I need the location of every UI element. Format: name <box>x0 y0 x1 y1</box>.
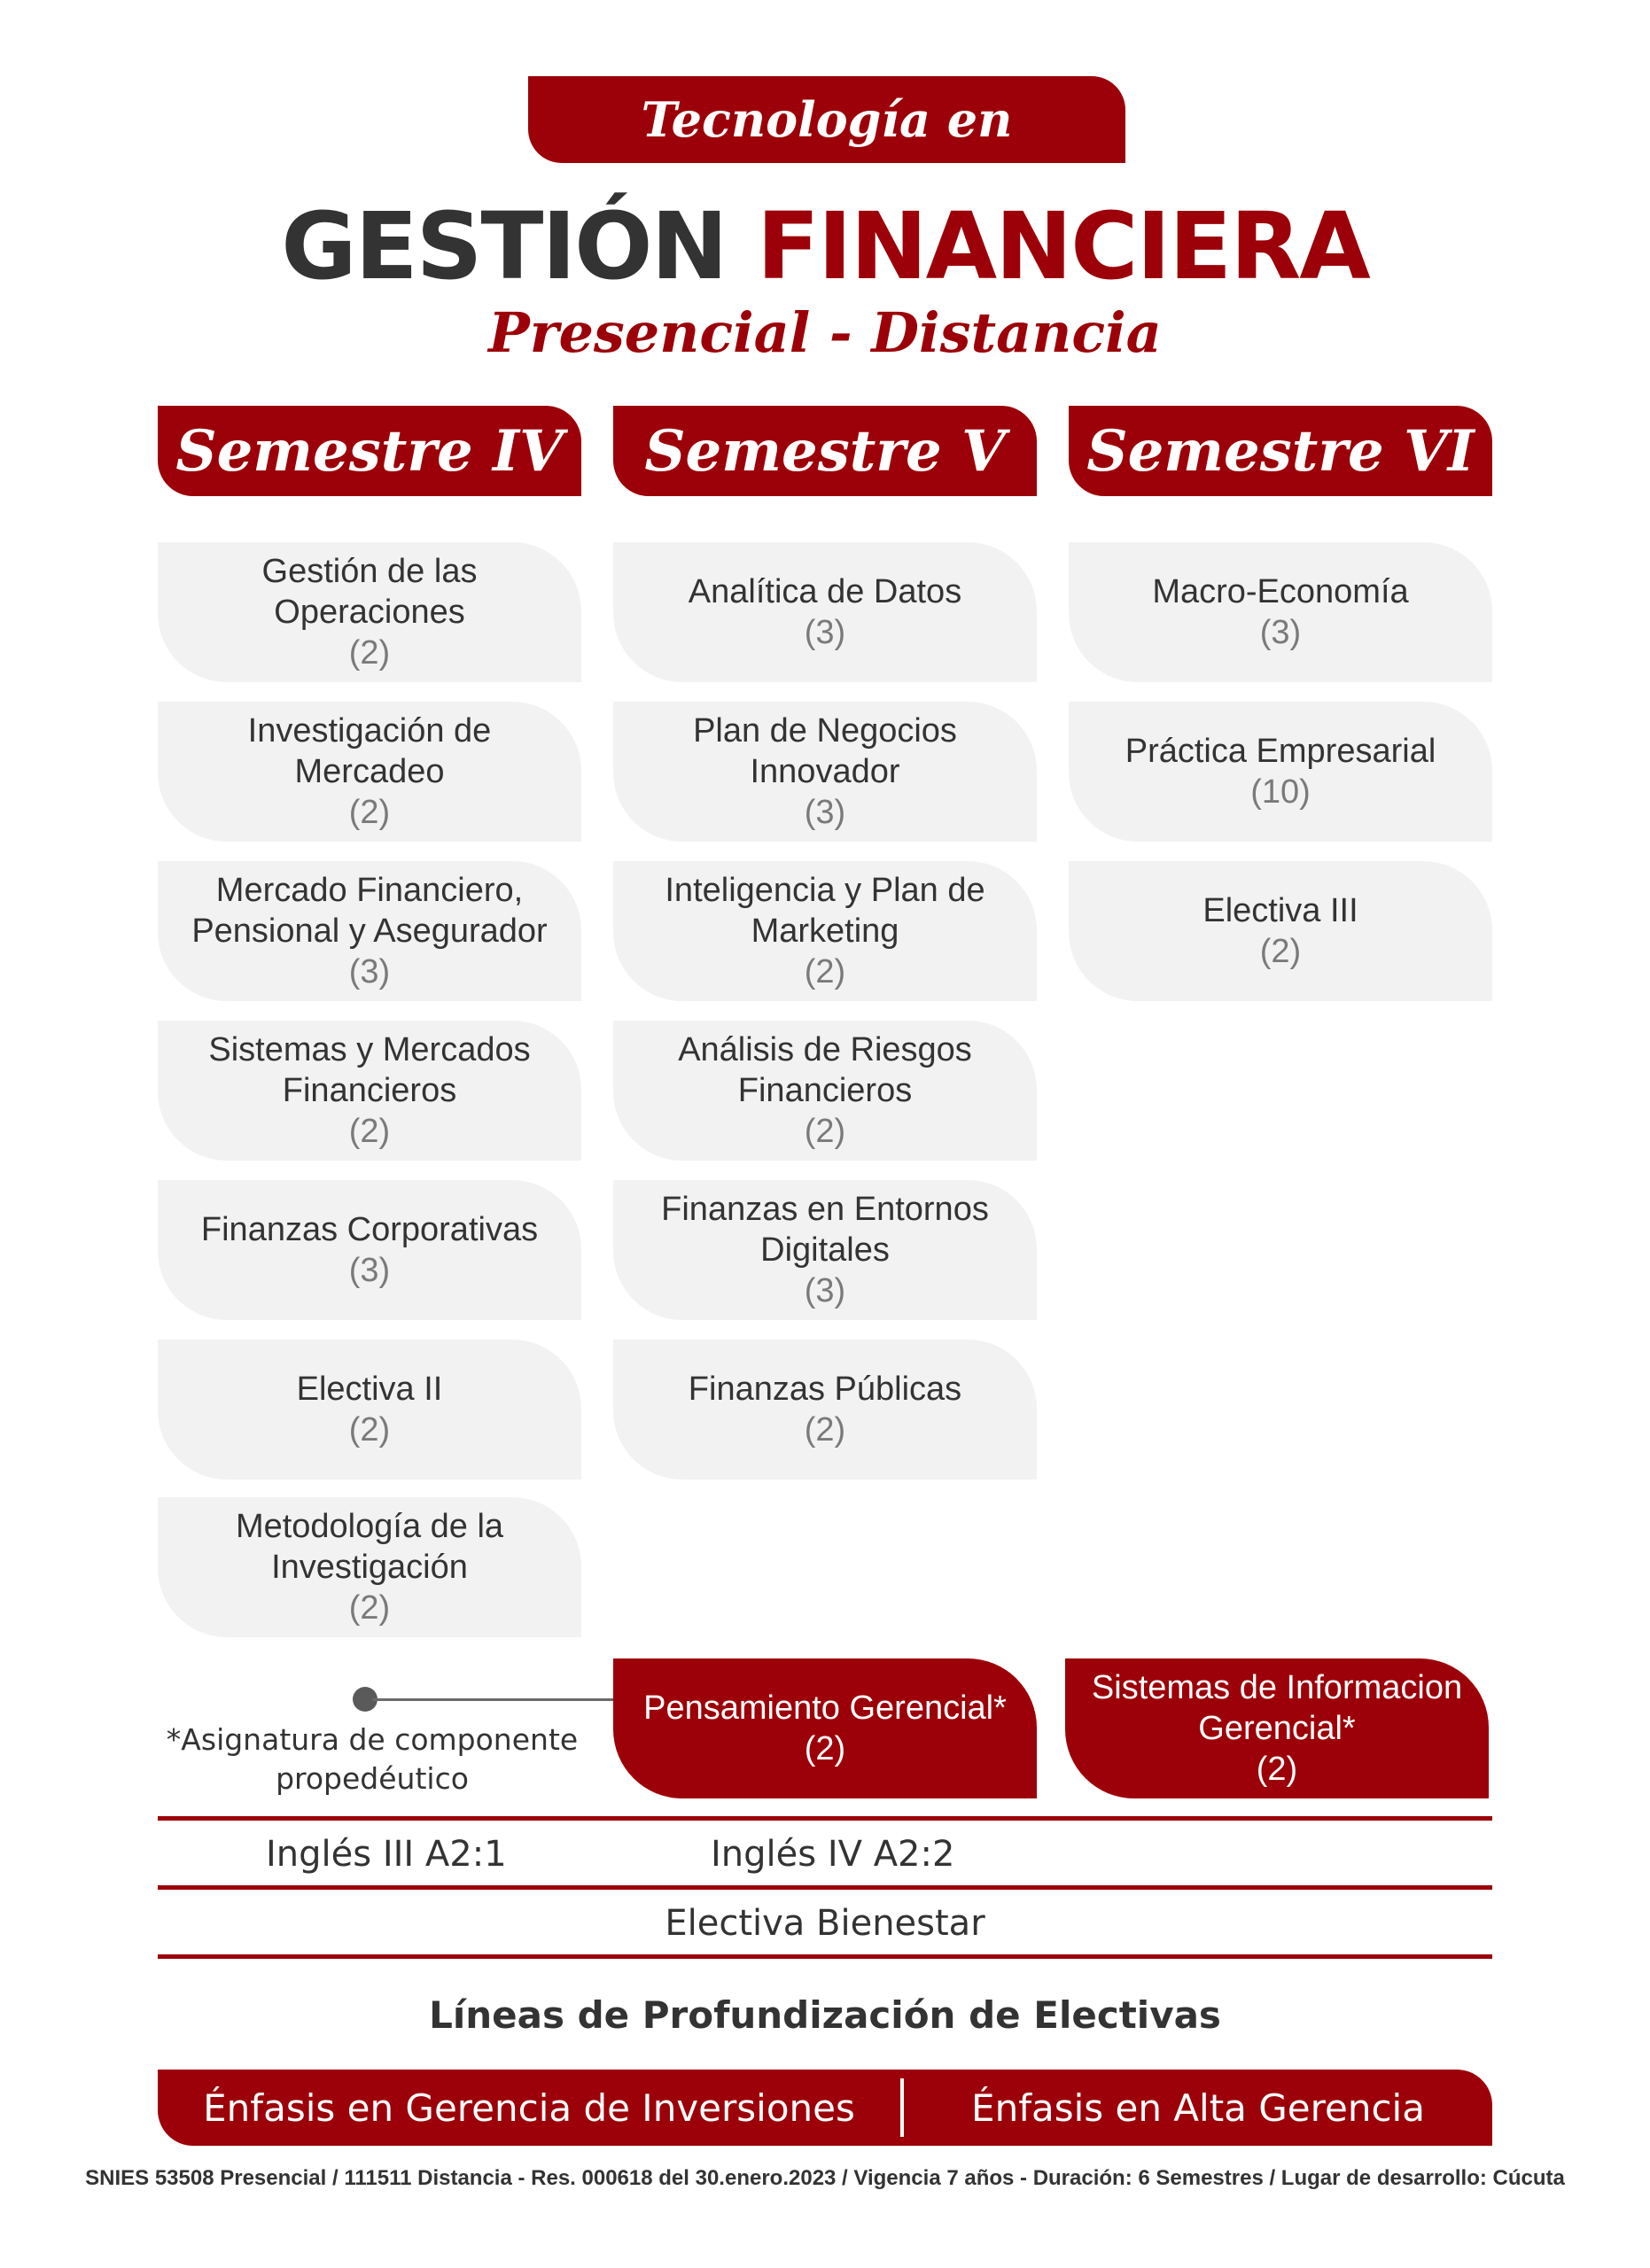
semester-header-vi <box>1069 406 1492 496</box>
wellbeing-elective: Electiva Bienestar <box>665 1903 985 1944</box>
course-card <box>613 702 1037 842</box>
course-name: Analítica de Datos <box>688 573 962 610</box>
propedeutic-course-card <box>613 1658 1037 1798</box>
program-type-banner <box>528 76 1125 163</box>
course-card <box>158 1180 581 1320</box>
course-card <box>613 1180 1037 1320</box>
elective-lines-title: Líneas de Profundización de Electivas <box>429 1993 1221 2037</box>
course-card <box>613 1021 1037 1161</box>
course-card <box>1069 702 1492 842</box>
course-card <box>158 1021 581 1161</box>
course-name: Finanzas Públicas <box>688 1371 962 1408</box>
course-credits: (10) <box>1250 773 1311 811</box>
course-name: Gestión de las Operaciones <box>261 553 478 631</box>
semester-label: Semestre VI <box>1086 417 1475 485</box>
course-card <box>613 542 1037 682</box>
course-name: Electiva III <box>1202 892 1358 929</box>
semester-header-v <box>613 406 1037 496</box>
course-name: Macro-Economía <box>1152 573 1409 610</box>
course-name: Sistemas de Informacion Gerencial* <box>1091 1669 1463 1747</box>
emphasis-senior-management: Énfasis en Alta Gerencia <box>971 2085 1425 2130</box>
title-dark: GESTIÓN <box>281 192 727 300</box>
divider-line <box>158 1816 1492 1821</box>
course-name: Análisis de Riesgos Financieros <box>678 1031 972 1109</box>
connector-line <box>372 1698 616 1701</box>
course-name: Plan de Negocios Innovador <box>693 712 957 790</box>
footer-info: SNIES 53508 Presencial / 111511 Distancia - Res. 000618 del 30.enero.2023 / Vigencia 7 años - Duración: 6 Semestres / Lugar de desarrollo: Cúcuta <box>85 2166 1565 2190</box>
course-credits: (2) <box>348 1411 391 1449</box>
course-name: Práctica Empresarial <box>1125 733 1436 770</box>
course-card <box>1069 542 1492 682</box>
propedeutic-course-card <box>1065 1658 1489 1798</box>
course-credits: (2) <box>804 953 846 990</box>
course-credits: (2) <box>348 634 391 672</box>
course-name: Metodología de la Investigación <box>235 1508 504 1586</box>
semester-header-iv <box>158 406 581 496</box>
course-card <box>158 1340 581 1480</box>
english-level-iii: Inglés III A2:1 <box>266 1834 507 1875</box>
course-credits: (2) <box>348 794 391 831</box>
propedeutic-note: *Asignatura de componente propedéutico <box>166 1722 579 1796</box>
semester-label: Semestre V <box>644 417 1006 485</box>
course-credits: (2) <box>804 1411 846 1449</box>
page-title <box>0 193 1650 299</box>
course-name: Mercado Financiero, Pensional y Asegurador <box>191 872 548 950</box>
course-name: Finanzas Corporativas <box>200 1211 539 1248</box>
course-credits: (3) <box>348 1252 391 1289</box>
course-credits: (2) <box>348 1589 391 1627</box>
course-name: Sistemas y Mercados Financieros <box>208 1031 531 1109</box>
course-credits: (2) <box>1259 933 1302 970</box>
course-credits: (3) <box>1259 614 1302 651</box>
course-credits: (3) <box>804 794 846 831</box>
title-accent: FINANCIERA <box>756 192 1369 300</box>
emphasis-investments: Énfasis en Gerencia de Inversiones <box>203 2085 855 2130</box>
course-name: Finanzas en Entornos Digitales <box>661 1191 989 1269</box>
modality-subtitle: Presencial - Distancia <box>488 300 1162 365</box>
course-card <box>158 702 581 842</box>
program-type-label: Tecnología en <box>641 91 1013 148</box>
course-credits: (2) <box>348 1113 391 1150</box>
course-credits: (2) <box>1256 1751 1298 1788</box>
course-credits: (3) <box>804 1272 846 1309</box>
course-credits: (3) <box>348 953 391 990</box>
elective-lines-bar <box>158 2070 1492 2146</box>
english-level-iv: Inglés IV A2:2 <box>711 1834 955 1875</box>
course-card <box>158 542 581 682</box>
semester-label: Semestre IV <box>175 417 564 485</box>
course-card <box>158 861 581 1001</box>
course-name: Investigación de Mercadeo <box>247 712 492 790</box>
course-credits: (2) <box>804 1113 846 1150</box>
course-card <box>613 861 1037 1001</box>
course-credits: (2) <box>804 1730 846 1767</box>
divider-line <box>158 1954 1492 1959</box>
course-card <box>613 1340 1037 1480</box>
course-credits: (3) <box>804 614 846 651</box>
course-name: Pensamiento Gerencial* <box>643 1689 1007 1727</box>
course-card <box>158 1497 581 1637</box>
divider-line <box>158 1885 1492 1890</box>
course-name: Electiva II <box>296 1371 443 1408</box>
course-name: Inteligencia y Plan de Marketing <box>665 872 985 950</box>
course-card <box>1069 861 1492 1001</box>
